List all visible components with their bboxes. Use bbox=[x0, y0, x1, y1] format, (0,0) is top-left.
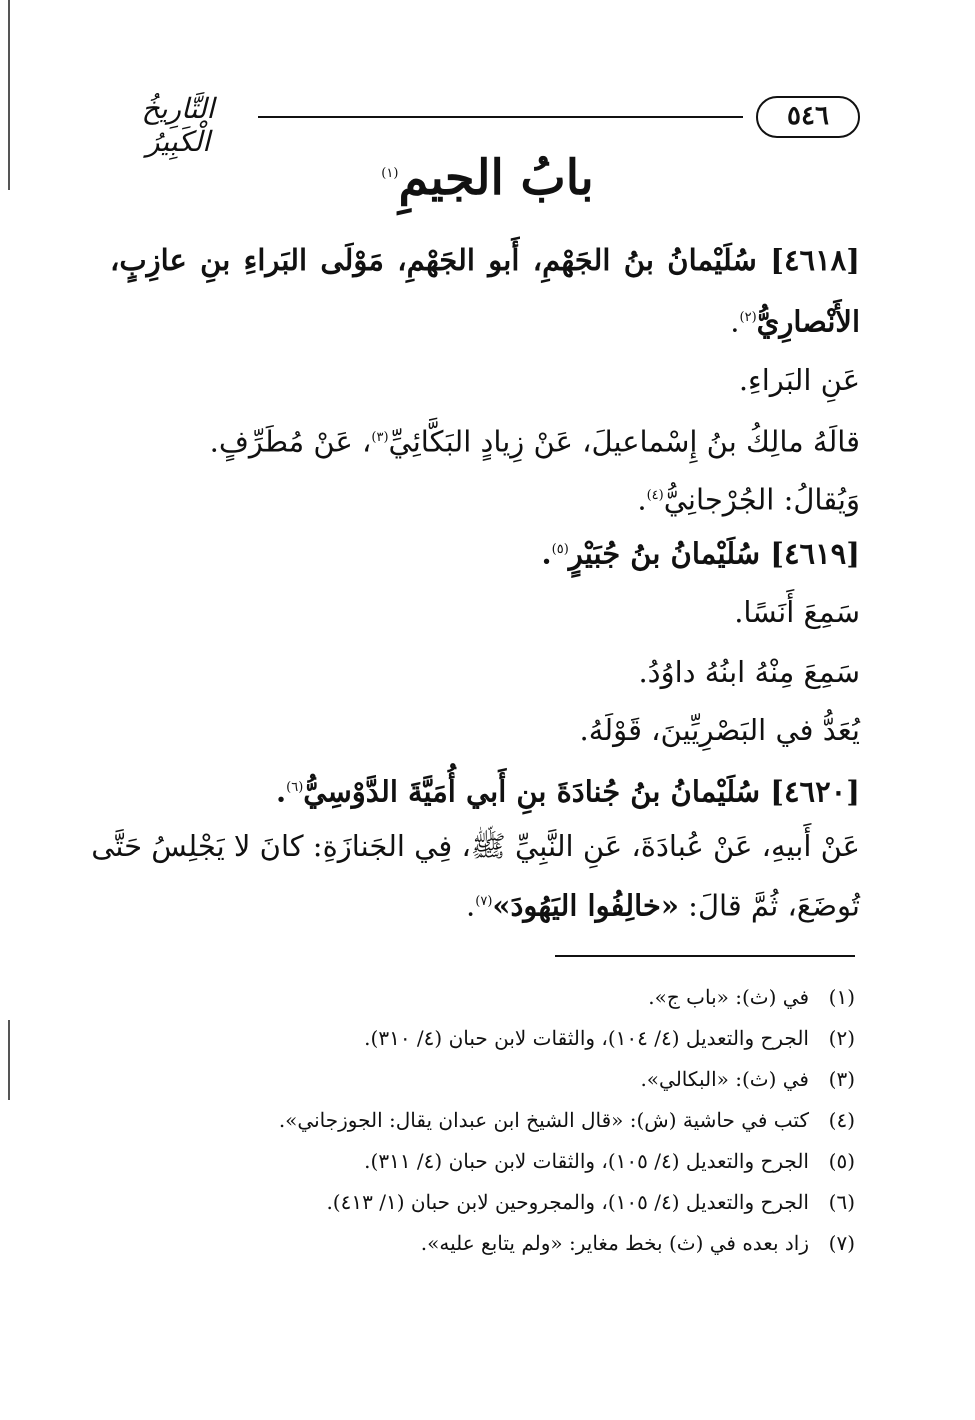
header-rule bbox=[258, 116, 743, 118]
entry-4619-line: سَمِعَ أَنَسًا. bbox=[734, 595, 860, 629]
footnote-4 bbox=[150, 1105, 855, 1135]
scan-edge-mark bbox=[8, 1020, 10, 1100]
footnote-1 bbox=[150, 982, 855, 1012]
punctuation: . bbox=[730, 304, 740, 339]
running-title: التَّارِيخُ الْكَبِيرُ bbox=[141, 92, 215, 158]
footnote-number: (١) bbox=[828, 985, 855, 1009]
footnote-ref: (٤) bbox=[646, 488, 664, 503]
text-span: قالَهُ مالِكُ بنُ إِسْماعيلَ، عَنْ زِيادٍ البَكَّائِيِّ bbox=[388, 424, 860, 459]
footnote-text: كتب في حاشية (ش): «قال الشيخ ابن عبدان يقال: الجوزجاني». bbox=[278, 1108, 809, 1132]
entry-4619-heading bbox=[110, 530, 860, 574]
footnote-text: زاد بعده في (ث) بخط مغاير: «ولم يتابع عليه». bbox=[420, 1231, 809, 1255]
entry-number: [٤٦١٩] bbox=[770, 536, 860, 571]
footnote-number: (٦) bbox=[828, 1190, 855, 1214]
footnote-6 bbox=[150, 1187, 855, 1217]
entry-number: [٤٦١٨] bbox=[770, 243, 860, 277]
footnote-ref: (٧) bbox=[475, 894, 493, 909]
text-span: وَيُقالُ: الجُرْجانِيُّ bbox=[663, 482, 860, 517]
entry-4619-line: يُعَدُّ في البَصْرِيِّينَ، قَوْلَهُ. bbox=[579, 713, 860, 747]
entry-4618-line bbox=[110, 476, 860, 520]
footnote-number: (٣) bbox=[828, 1067, 855, 1091]
entry-4620-line: عَنْ أَبيهِ، عَنْ عُبادَةَ، عَنِ النَّبِيِّ ﷺ، فِي الجَنازَةِ: كانَ لا يَجْلِسُ حَتَّى bbox=[91, 829, 860, 863]
punctuation: . bbox=[466, 888, 476, 923]
chapter-title-text: بابُ الجيمِ bbox=[398, 150, 594, 206]
footnote-number: (٧) bbox=[828, 1231, 855, 1255]
footnote-text: الجرح والتعديل (٤/ ١٠٥)، والثقات لابن حبان (٤/ ٣١١). bbox=[364, 1149, 809, 1173]
entry-heading-text: سُلَيْمانُ بنُ جُنادَةَ بنِ أَبي أُمَيَّةَ الدَّوْسِيُّ bbox=[303, 774, 761, 809]
entry-4618-heading bbox=[110, 240, 860, 280]
entry-4618-heading-cont bbox=[110, 298, 860, 342]
chapter-title bbox=[0, 150, 975, 206]
footnote-5 bbox=[150, 1146, 855, 1176]
entry-4618-line bbox=[110, 418, 860, 462]
entry-4618-line: عَنِ البَراءِ. bbox=[738, 363, 860, 397]
footnote-number: (٤) bbox=[828, 1108, 855, 1132]
punctuation: . bbox=[276, 774, 287, 809]
page-number: ٥٤٦ bbox=[756, 96, 860, 138]
page-header bbox=[108, 88, 860, 158]
footnote-ref: (٦) bbox=[286, 780, 304, 795]
footnote-7 bbox=[150, 1228, 855, 1258]
footnote-text: في (ث): «البكالي». bbox=[640, 1067, 809, 1091]
footnote-number: (٥) bbox=[828, 1149, 855, 1173]
footnote-separator bbox=[555, 955, 855, 957]
entry-heading-text: سُلَيْمانُ بنُ الجَهْمِ، أَبو الجَهْمِ، مَوْلَى البَراءِ بنِ عازِبٍ، bbox=[110, 243, 757, 277]
text-span: . bbox=[637, 482, 647, 517]
footnote-ref: (١) bbox=[381, 166, 399, 181]
entry-4620-line bbox=[110, 882, 860, 926]
text-span: تُوضَعَ، ثُمَّ قالَ: bbox=[678, 888, 860, 923]
punctuation: . bbox=[541, 536, 552, 571]
footnote-text: الجرح والتعديل (٤/ ١٠٤)، والثقات لابن حبان (٤/ ٣١٠). bbox=[364, 1026, 809, 1050]
entry-heading-text: الأَنْصارِيُّ bbox=[756, 304, 860, 339]
entry-number: [٤٦٢٠] bbox=[770, 774, 860, 809]
footnote-ref: (٣) bbox=[371, 430, 389, 445]
footnote-text: في (ث): «باب ج». bbox=[648, 985, 809, 1009]
footnote-text: الجرح والتعديل (٤/ ١٠٥)، والمجروحين لابن حبان (١/ ٤١٣). bbox=[326, 1190, 809, 1214]
footnote-2 bbox=[150, 1023, 855, 1053]
entry-4620-heading bbox=[110, 768, 860, 812]
entry-4619-line: سَمِعَ مِنْهُ ابنُهُ داوُدُ. bbox=[638, 655, 860, 689]
footnote-ref: (٢) bbox=[739, 310, 757, 325]
footnote-ref: (٥) bbox=[551, 542, 569, 557]
footnote-3 bbox=[150, 1064, 855, 1094]
hadith-quote: «خالِفُوا اليَهُودَ» bbox=[492, 888, 679, 923]
text-span: ، عَنْ مُطَرِّفٍ. bbox=[209, 424, 372, 459]
footnote-number: (٢) bbox=[828, 1026, 855, 1050]
entry-heading-text: سُلَيْمانُ بنُ جُبَيْرٍ bbox=[568, 536, 761, 571]
